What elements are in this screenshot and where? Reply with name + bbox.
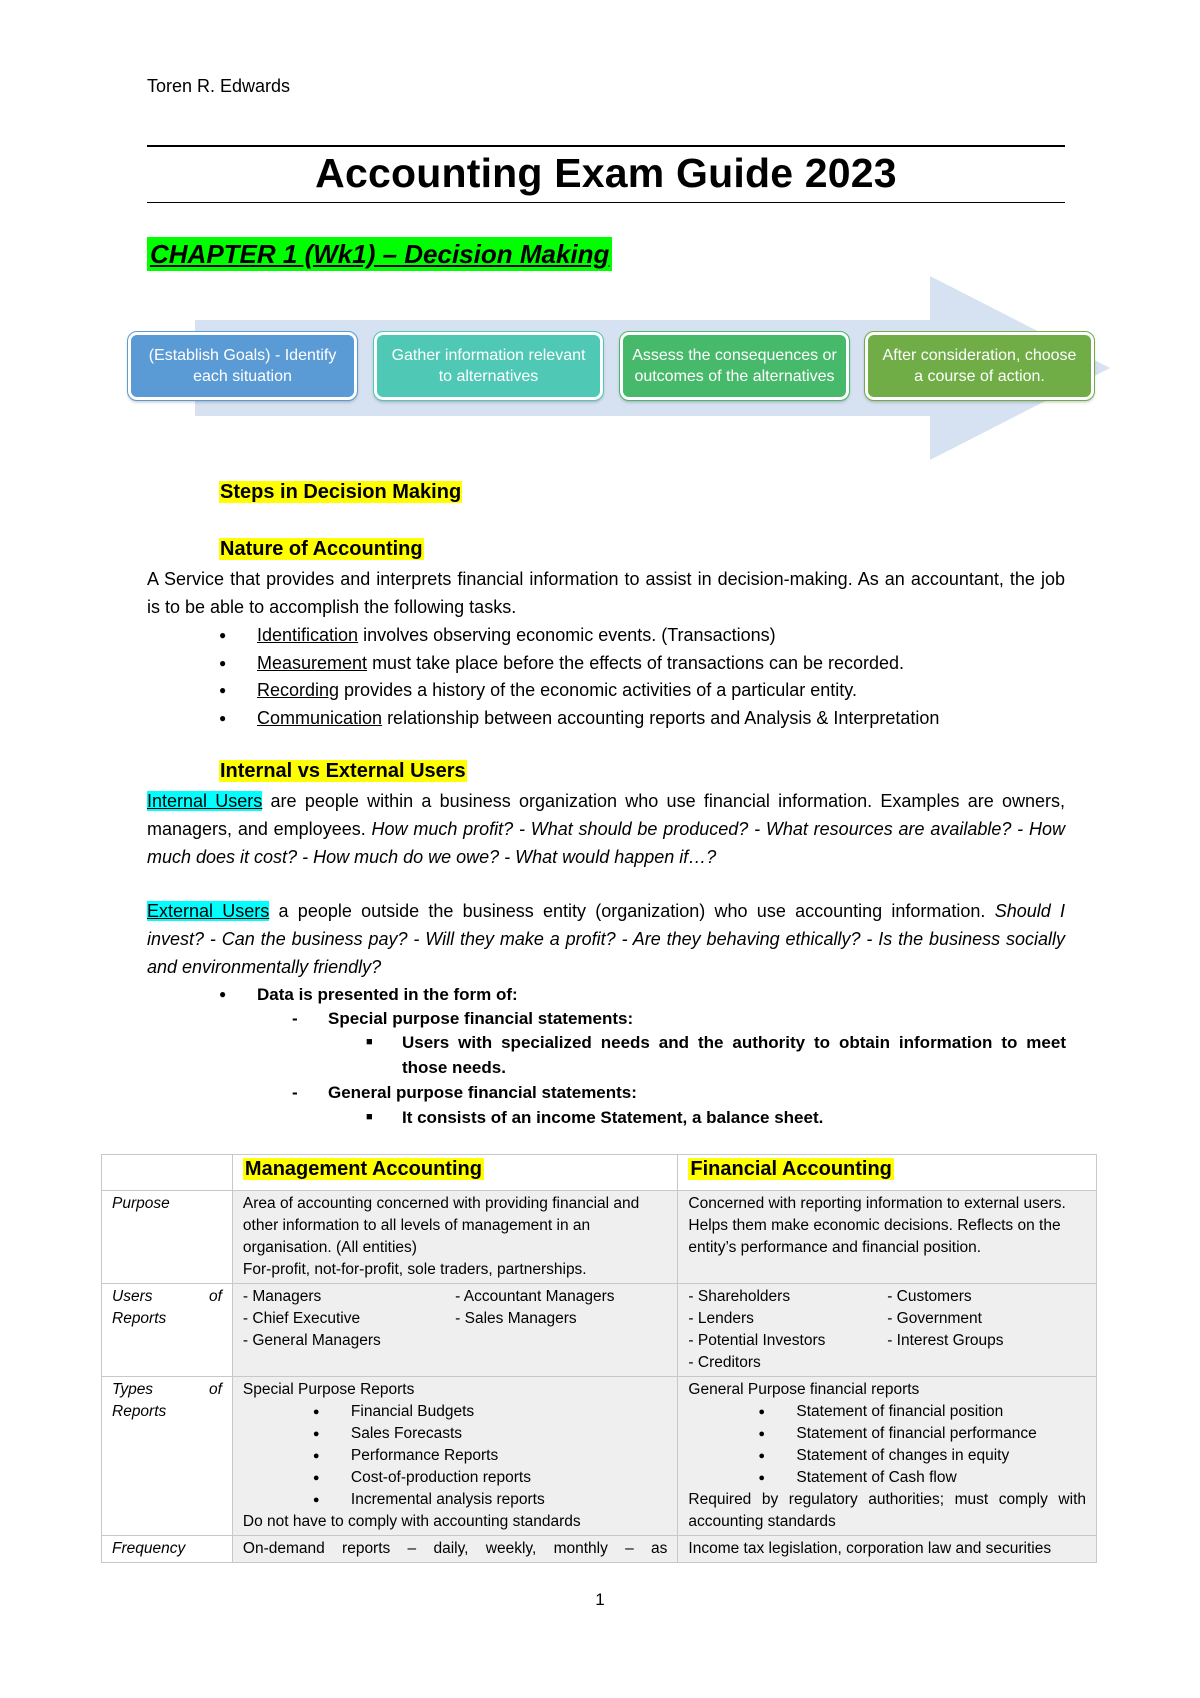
table-row — [102, 1377, 1097, 1536]
row-label: Users of Reports — [102, 1284, 233, 1377]
internal-users-term: Internal Users — [147, 791, 263, 811]
list-item: ● Data is presented in the form of: — [219, 981, 518, 1009]
step-box-3: Assess the consequences or outcomes of the alternatives — [620, 332, 849, 400]
page-number: 1 — [595, 1590, 605, 1609]
nature-heading: Nature of Accounting — [220, 538, 423, 560]
users-heading: Internal vs External Users — [220, 760, 466, 782]
special-purpose-item: - Special purpose financial statements: — [292, 1009, 634, 1028]
external-users-text: External Users a people outside the business entity (organization) who use accounting information. Should I invest? - Can the business pay? - Will they make a profit? - Are they behaving ethically? - Is the business socially and environmentally friendly? — [147, 901, 1065, 977]
table-cell: General Purpose financial reports ● Statement of financial position ● Statement of financial performance ● Statement of changes in equity ● Statement of Cash flow Required by regulatory authorities; must comply with accounting standards — [678, 1377, 1097, 1536]
table-cell: - Managers - Chief Executive - General Managers - Accountant Managers - Sales Managers — [232, 1284, 678, 1377]
document-title: Accounting Exam Guide 2023 — [315, 150, 897, 196]
step-box-1: (Establish Goals) - Identify each situation — [128, 332, 357, 400]
list-item: ● Measurement must take place before the effects of transactions can be recorded. — [219, 650, 939, 678]
row-label: Frequency — [102, 1536, 233, 1563]
table-row — [102, 1155, 1097, 1191]
table-row — [102, 1284, 1097, 1377]
table-cell: Management Accounting — [232, 1155, 678, 1191]
title-rule-top — [147, 145, 1065, 147]
table-cell: - Shareholders - Lenders - Potential Investors - Creditors - Customers - Government - Interest Groups — [678, 1284, 1097, 1377]
comparison-table — [101, 1154, 1097, 1563]
steps-heading: Steps in Decision Making — [220, 481, 462, 503]
table-row — [102, 1536, 1097, 1563]
general-purpose-detail: ■ It consists of an income Statement, a balance sheet. — [366, 1108, 824, 1127]
step-box-4: After consideration, choose a course of action. — [865, 332, 1094, 400]
step-box-2: Gather information relevant to alternatives — [374, 332, 603, 400]
table-cell: Concerned with reporting information to external users. Helps them make economic decisions. Reflects on the entity’s performance and financial position. — [678, 1191, 1097, 1284]
table-cell: Area of accounting concerned with providing financial and other information to all levels of management in an organisation. (All entities) For-profit, not-for-profit, sole traders, partnerships. — [232, 1191, 678, 1284]
table-cell: Income tax legislation, corporation law and securities — [678, 1536, 1097, 1563]
table-row — [102, 1191, 1097, 1284]
row-label: Types of Reports — [102, 1377, 233, 1536]
list-item: ● Identification involves observing economic events. (Transactions) — [219, 622, 939, 650]
general-purpose-item: - General purpose financial statements: — [292, 1083, 637, 1102]
nature-text: A Service that provides and interprets financial information to assist in decision-making. As an accountant, the job is to be able to accomplish the following tasks. — [147, 569, 1065, 617]
table-cell: On-demand reports – daily, weekly, monthly – as — [232, 1536, 678, 1563]
list-item: ● Recording provides a history of the economic activities of a particular entity. — [219, 677, 939, 705]
external-users-term: External Users — [147, 901, 270, 921]
table-cell — [102, 1155, 233, 1191]
row-label: Purpose — [102, 1191, 233, 1284]
table-cell: Special Purpose Reports ● Financial Budgets ● Sales Forecasts ● Performance Reports ● Cost-of-production reports ● Incremental analysis reports Do not have to comply with accounting standards — [232, 1377, 678, 1536]
accounting-tasks-list — [219, 622, 939, 732]
title-rule-bottom — [147, 202, 1065, 203]
special-purpose-detail: ■ Users with specialized needs and the authority to obtain information to meet those needs. — [366, 1033, 1066, 1077]
data-form-list — [219, 981, 518, 1009]
table-cell: Financial Accounting — [678, 1155, 1097, 1191]
author-name: Toren R. Edwards — [147, 76, 291, 96]
chapter-heading: CHAPTER 1 (Wk1) – Decision Making — [147, 237, 612, 271]
internal-users-text: Internal Users are people within a business organization who use financial information. Examples are owners, managers, and employees. How much profit? - What should be produced? - What resources are available? - How much does it cost? - How much do we owe? - What would happen if…? — [147, 791, 1065, 867]
list-item: ● Communication relationship between accounting reports and Analysis & Interpretation — [219, 705, 939, 733]
